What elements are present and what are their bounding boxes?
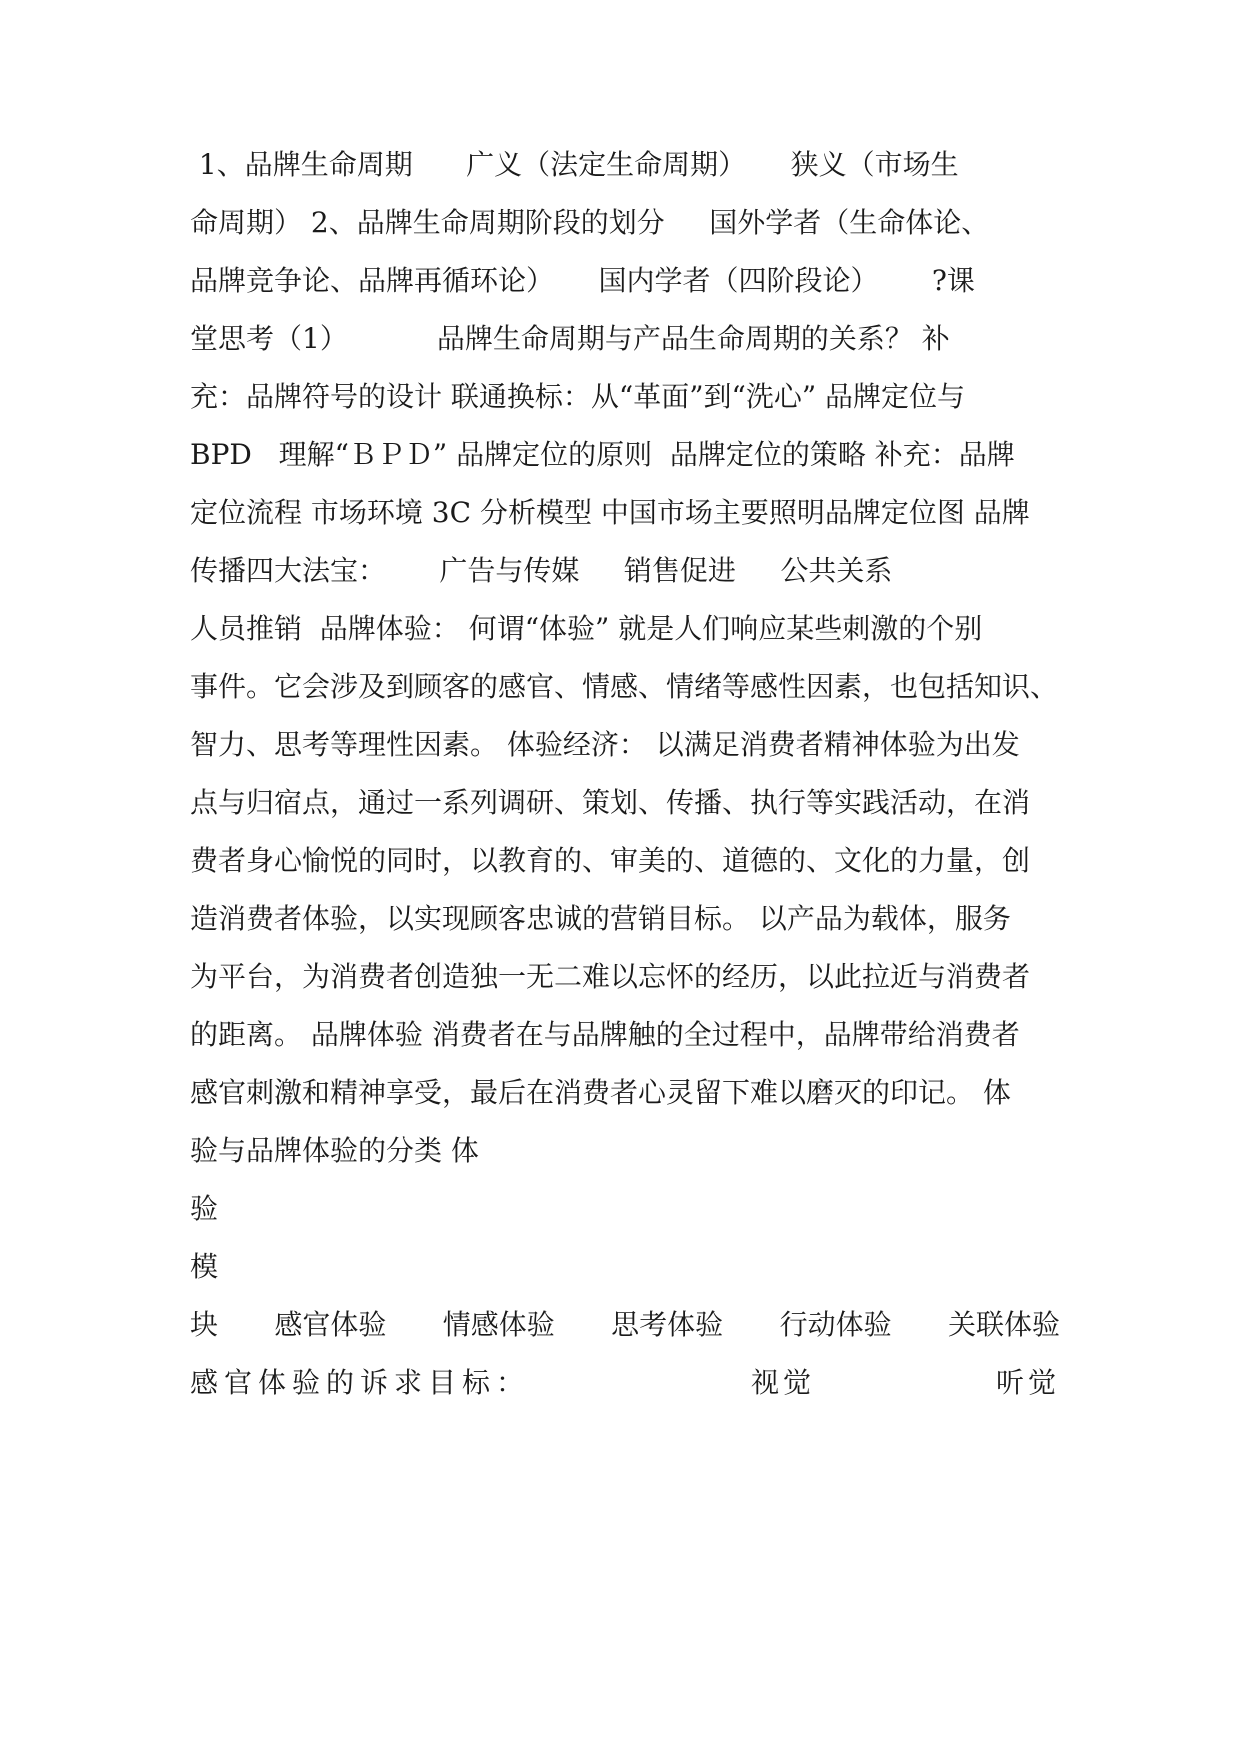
text-line: 验	[190, 1192, 219, 1225]
text-line: 费者身心愉悦的同时，以教育的、审美的、道德的、文化的力量，创	[190, 844, 1031, 877]
sensory-target-item: 听觉	[995, 1366, 1060, 1399]
text-line: 点与归宿点，通过一系列调研、策划、传播、执行等实践活动，在消	[190, 786, 1031, 819]
module-item: 思考体验	[611, 1308, 724, 1341]
text-line: 人员推销 品牌体验： 何谓“体验” 就是人们响应某些刺激的个别	[190, 612, 983, 645]
module-item: 关联体验	[947, 1308, 1060, 1341]
text-line: 为平台，为消费者创造独一无二难以忘怀的经历，以此拉近与消费者	[190, 960, 1031, 993]
text-line: 验与品牌体验的分类 体	[190, 1134, 479, 1167]
module-item: 情感体验	[442, 1308, 555, 1341]
text-line: BPD 理解“ＢＰＤ” 品牌定位的原则 品牌定位的策略 补充：品牌	[190, 438, 1015, 471]
text-line: 的距离。 品牌体验 消费者在与品牌触的全过程中，品牌带给消费者	[190, 1018, 1020, 1051]
sensory-target-label: 感官体验的诉求目标：	[190, 1366, 531, 1399]
module-row-head: 块	[190, 1308, 219, 1341]
text-line: 事件。它会涉及到顾客的感官、情感、情绪等感性因素，也包括知识、	[190, 670, 1059, 703]
sensory-target-item: 视觉	[750, 1366, 815, 1399]
text-line: 命周期） 2、品牌生命周期阶段的划分 国外学者（生命体论、	[190, 206, 990, 239]
text-line: 品牌竞争论、品牌再循环论） 国内学者（四阶段论） ?课	[190, 264, 975, 297]
experience-module-row	[190, 1305, 1060, 1345]
sensory-target-row	[190, 1363, 1060, 1403]
text-line: 充：品牌符号的设计 联通换标：从“革面”到“洗心” 品牌定位与	[190, 380, 966, 413]
module-item: 感官体验	[274, 1308, 387, 1341]
text-line: 模	[190, 1250, 219, 1283]
text-line: 堂思考（1） 品牌生命周期与产品生命周期的关系？ 补	[190, 322, 950, 355]
text-line: 1、品牌生命周期 广义（法定生命周期） 狭义（市场生	[190, 148, 959, 181]
text-line: 智力、思考等理性因素。 体验经济： 以满足消费者精神体验为出发	[190, 728, 1020, 761]
text-line: 传播四大法宝： 广告与传媒 销售促进 公共关系	[190, 554, 893, 587]
text-line: 造消费者体验，以实现顾客忠诚的营销目标。 以产品为载体，服务	[190, 902, 1011, 935]
text-line: 感官刺激和精神享受，最后在消费者心灵留下难以磨灭的印记。 体	[190, 1076, 1011, 1109]
text-line: 定位流程 市场环境 3C 分析模型 中国市场主要照明品牌定位图 品牌	[190, 496, 1030, 529]
module-item: 行动体验	[779, 1308, 892, 1341]
